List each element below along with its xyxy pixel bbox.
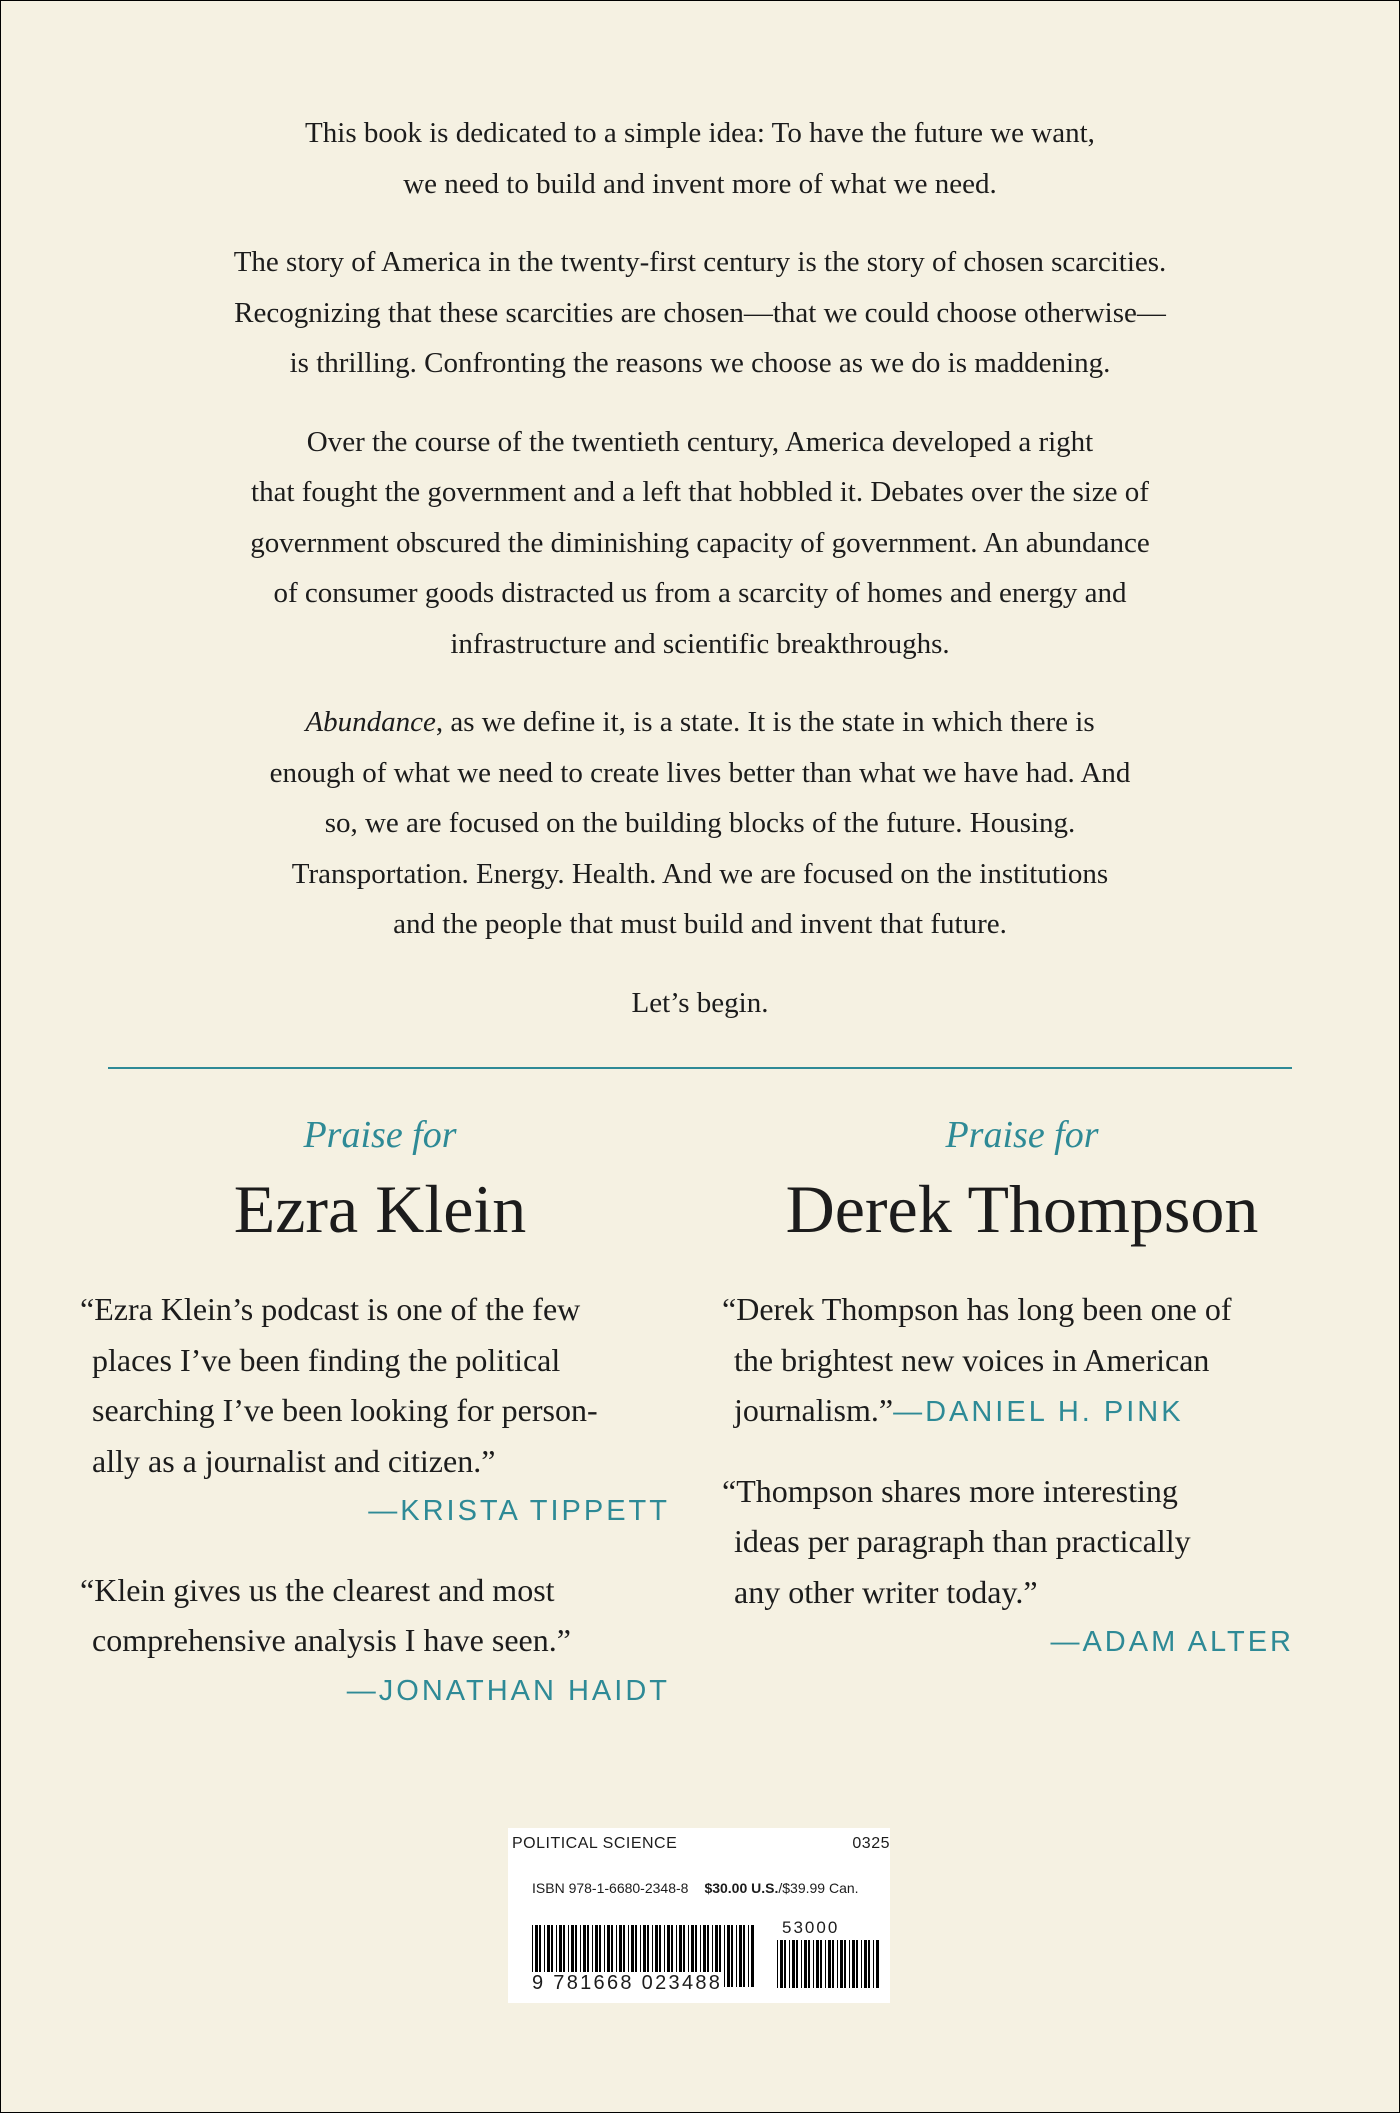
- barcode-bar: [816, 1940, 819, 1988]
- author-name-thompson: Derek Thompson: [785, 1171, 1259, 1247]
- barcode-bar: [832, 1940, 834, 1988]
- price-can: /$39.99 Can.: [778, 1880, 859, 1896]
- barcode-bar: [796, 1940, 798, 1988]
- addon-barcode: [775, 1940, 885, 1988]
- barcode-bar: [748, 1925, 749, 1987]
- barcode-bar: [804, 1940, 807, 1988]
- barcode-bar: [856, 1940, 858, 1988]
- barcode-bar: [840, 1940, 843, 1988]
- barcode-bar: [731, 1925, 733, 1987]
- barcode-digits: 9 781668 023488: [532, 1972, 723, 1994]
- barcode-header: [512, 1835, 890, 1853]
- barcode-bar: [864, 1940, 867, 1988]
- barcode-bar: [743, 1925, 745, 1987]
- barcode-bar: [820, 1940, 822, 1988]
- barcode-bar: [792, 1940, 795, 1988]
- barcode-bar: [825, 1940, 826, 1988]
- barcode-bar: [777, 1940, 778, 1988]
- barcode-bar: [813, 1940, 814, 1988]
- barcode-bar: [837, 1940, 838, 1988]
- intro-paragraph-5: Let’s begin.: [631, 986, 769, 1019]
- barcode-bar: [780, 1940, 783, 1988]
- barcode-bar: [801, 1940, 802, 1988]
- attribution-alter: —ADAM ALTER: [1050, 1626, 1294, 1658]
- barcode-bar: [844, 1940, 846, 1988]
- barcode-bar: [739, 1925, 742, 1987]
- barcode-bar: [868, 1940, 870, 1988]
- attribution-pink: —DANIEL H. PINK: [893, 1396, 1184, 1428]
- addon-number: 53000: [782, 1918, 840, 1937]
- praise-for-label: Praise for: [303, 1114, 457, 1156]
- barcode-bar: [727, 1925, 730, 1987]
- intro-paragraph-3: Over the course of the twentieth century, America developed a right that fought the government and a left that hobbled it. Debates over the size of government obscured the diminishing capacity of government. An abundance of consumer goods distracted us from a scarcity of homes and energy and infrastructure and scientific breakthroughs.: [250, 425, 1150, 660]
- category-label: POLITICAL SCIENCE: [512, 1835, 678, 1852]
- attribution-tippett: —KRISTA TIPPETT: [368, 1495, 670, 1527]
- barcode-bar: [849, 1940, 850, 1988]
- barcode-bar: [861, 1940, 862, 1988]
- isbn-price-line: [532, 1880, 859, 1896]
- barcode-bar: [736, 1925, 737, 1987]
- intro-paragraph-1: This book is dedicated to a simple idea: To have the future we want, we need to build and invent more of what we need.: [305, 117, 1095, 200]
- intro-text: [100, 108, 1300, 1056]
- intro-paragraph-4: Abundance, as we define it, is a state. It is the state in which there is enough of what we need to create lives better than what we have had. And so, we are focused on the building blocks of the future. Housing. Transportation. Energy. Health. And we are focused on the institutions and the people that must build and invent that future.: [269, 706, 1131, 940]
- quote-pink: “Derek Thompson has long been one of the brightest new voices in American journalism.”—DANIEL H. PINK: [722, 1291, 1232, 1428]
- barcode-bar: [852, 1940, 855, 1988]
- praise-column-thompson: [722, 1110, 1322, 1668]
- abundance-emphasis: Abundance: [305, 706, 436, 738]
- praise-column-klein: [80, 1110, 680, 1716]
- quote-tippett: “Ezra Klein’s podcast is one of the few places I’ve been finding the political searching I’ve been looking for person- ally as a journalist and citizen.” —KRISTA TIPPETT: [80, 1284, 670, 1537]
- date-code: 0325: [852, 1835, 890, 1852]
- isbn: ISBN 978-1-6680-2348-8: [532, 1880, 689, 1896]
- author-name-klein: Ezra Klein: [233, 1171, 527, 1247]
- price-us: $30.00 U.S.: [704, 1880, 779, 1896]
- section-divider: [108, 1067, 1292, 1069]
- barcode-bar: [828, 1940, 831, 1988]
- barcode-bar: [784, 1940, 786, 1988]
- barcode-bar: [876, 1940, 879, 1988]
- barcode-bar: [808, 1940, 810, 1988]
- barcode-bar: [873, 1940, 874, 1988]
- barcode-bar: [789, 1940, 790, 1988]
- barcode-bar: [751, 1925, 754, 1987]
- intro-paragraph-2: The story of America in the twenty-first century is the story of chosen scarcities. Recognizing that these scarcities are chosen—that we could choose otherwise— is thrilling. Confronting the reasons we choose as we do is maddening.: [233, 246, 1167, 379]
- praise-for-label: Praise for: [945, 1114, 1099, 1156]
- attribution-haidt: —JONATHAN HAIDT: [346, 1674, 670, 1707]
- quote-haidt: “Klein gives us the clearest and most comprehensive analysis I have seen.” —JONATHAN HAIDT: [80, 1565, 670, 1717]
- quote-alter: “Thompson shares more interesting ideas per paragraph than practically any other writer today.” —ADAM ALTER: [722, 1466, 1294, 1668]
